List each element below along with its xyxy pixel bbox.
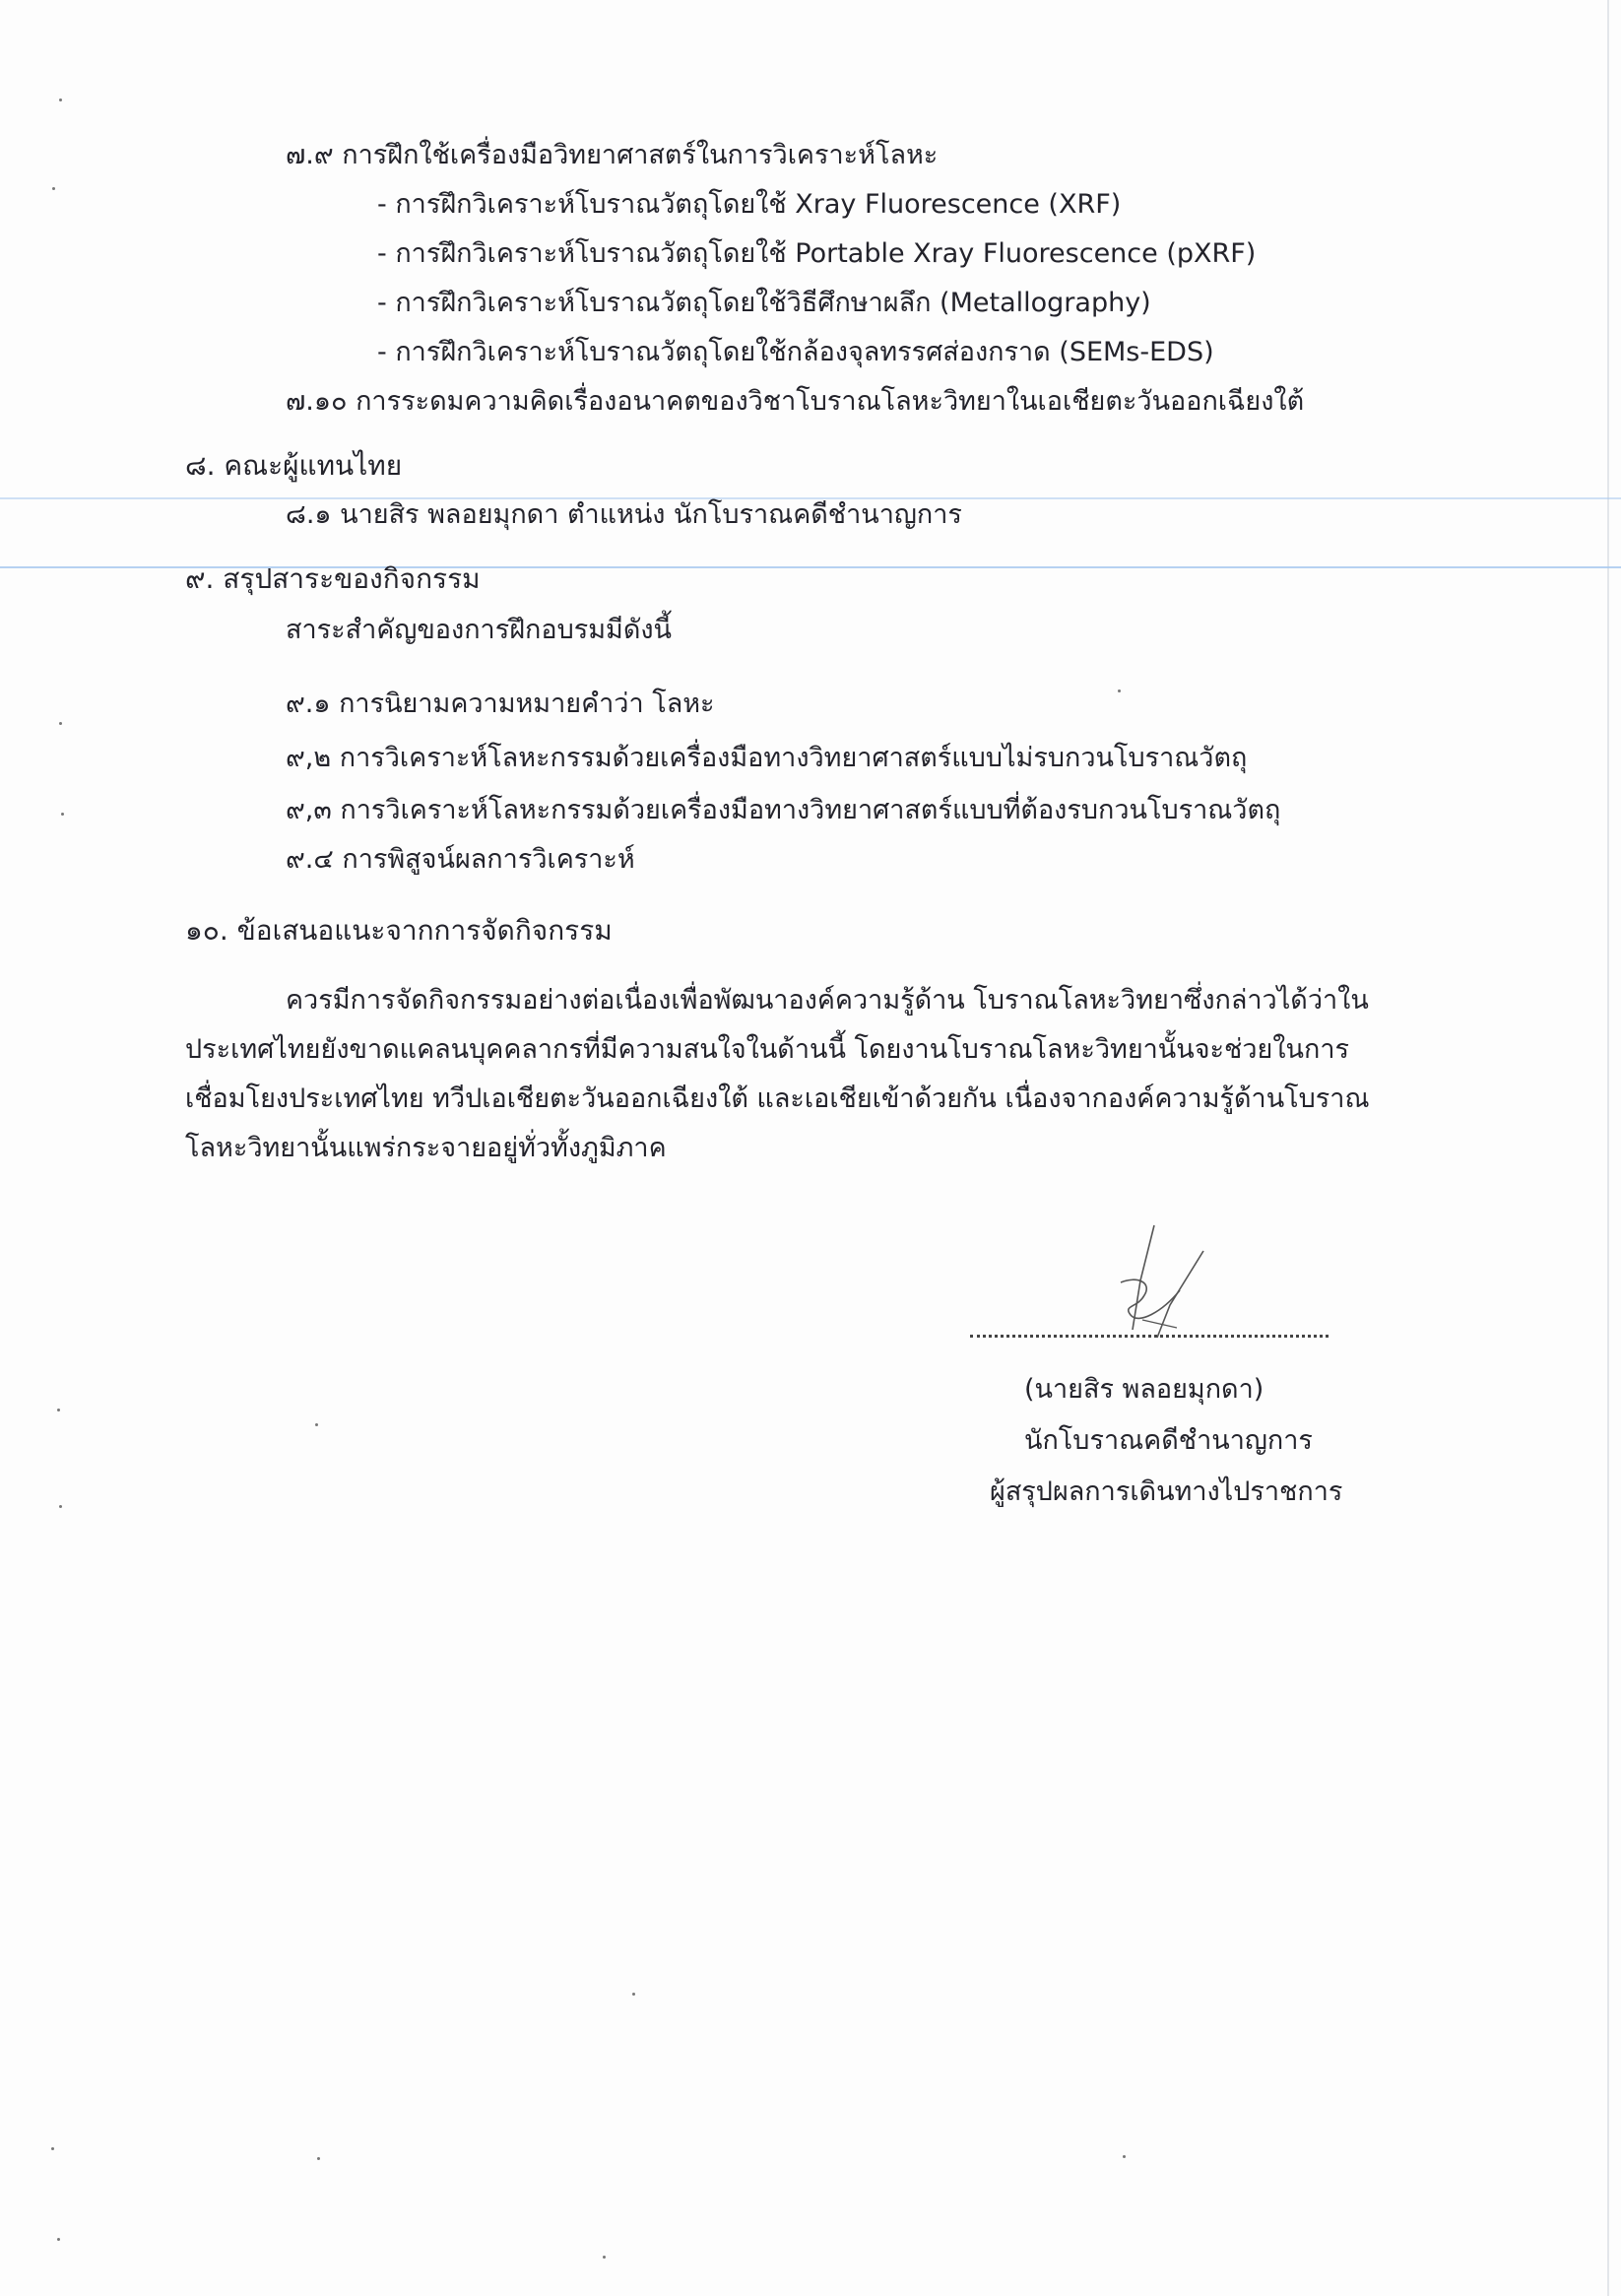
signer-role: ผู้สรุปผลการเดินทางไปราชการ — [990, 1476, 1343, 1507]
section-9-heading: ๙. สรุปสาระของกิจกรรม — [185, 562, 481, 595]
signer-position: นักโบราณคดีชำนาญการ — [1024, 1425, 1313, 1456]
item-7-9: ๗.๙ การฝึกใช้เครื่องมือวิทยาศาสตร์ในการวิเคราะห์โลหะ — [286, 140, 939, 170]
scan-speck — [51, 2147, 54, 2150]
item-8-1: ๘.๑ นายสิร พลอยมุกดา ตำแหน่ง นักโบราณคดีชำนาญการ — [286, 499, 962, 530]
scan-speck — [632, 1993, 635, 1996]
paragraph-line: ประเทศไทยยังขาดแคลนบุคคลากรที่มีความสนใจในด้านนี้ โดยงานโบราณโลหะวิทยานั้นจะช่วยในการ — [185, 1034, 1349, 1065]
scan-speck — [315, 1423, 318, 1426]
scan-speck — [61, 813, 64, 816]
item-9-1: ๙.๑ การนิยามความหมายคำว่า โลหะ — [286, 689, 715, 719]
handwritten-signature — [1083, 1221, 1231, 1349]
scan-edge — [1607, 0, 1609, 2296]
section-10-heading: ๑๐. ข้อเสนอแนะจากการจัดกิจกรรม — [185, 914, 613, 947]
scan-speck — [603, 2256, 606, 2259]
sub-item-pxrf: - การฝึกวิเคราะห์โบราณวัตถุโดยใช้ Portable Xray Fluorescence (pXRF) — [377, 238, 1257, 269]
scan-speck — [59, 1505, 62, 1508]
item-9-2: ๙,๒ การวิเคราะห์โลหะกรรมด้วยเครื่องมือทางวิทยาศาสตร์แบบไม่รบกวนโบราณวัตถุ — [286, 743, 1248, 773]
section-9-intro: สาระสำคัญของการฝึกอบรมมีดังนี้ — [286, 615, 673, 645]
scan-speck — [57, 1409, 60, 1411]
scan-speck — [57, 2238, 60, 2241]
scan-speck — [1123, 2155, 1126, 2158]
scan-speck — [59, 722, 62, 725]
scan-speck — [59, 98, 62, 101]
scan-speck — [317, 2157, 320, 2160]
sub-item-xrf: - การฝึกวิเคราะห์โบราณวัตถุโดยใช้ Xray Fluorescence (XRF) — [377, 189, 1122, 220]
section-8-heading: ๘. คณะผู้แทนไทย — [185, 449, 403, 482]
item-7-10: ๗.๑๐ การระดมความคิดเรื่องอนาคตของวิชาโบราณโลหะวิทยาในเอเชียตะวันออกเฉียงใต้ — [286, 386, 1305, 417]
signer-name: (นายสิร พลอยมุกดา) — [1024, 1374, 1264, 1405]
sub-item-metallography: - การฝึกวิเคราะห์โบราณวัตถุโดยใช้วิธีศึกษาผลึก (Metallography) — [377, 288, 1151, 318]
sub-item-sems-eds: - การฝึกวิเคราะห์โบราณวัตถุโดยใช้กล้องจุลทรรศส่องกราด (SEMs-EDS) — [377, 337, 1214, 367]
scan-speck — [52, 187, 55, 190]
scan-speck — [1118, 689, 1121, 692]
paragraph-line: โลหะวิทยานั้นแพร่กระจายอยู่ทั่วทั้งภูมิภาค — [185, 1133, 667, 1163]
paragraph-line: เชื่อมโยงประเทศไทย ทวีปเอเชียตะวันออกเฉียงใต้ และเอเชียเข้าด้วยกัน เนื่องจากองค์ความรู้ด้านโบราณ — [185, 1083, 1370, 1114]
signature-dotted-line — [970, 1335, 1329, 1338]
paragraph-line: ควรมีการจัดกิจกรรมอย่างต่อเนื่องเพื่อพัฒนาองค์ความรู้ด้าน โบราณโลหะวิทยาซึ่งกล่าวได้ว่าใน — [286, 985, 1369, 1016]
item-9-4: ๙.๔ การพิสูจน์ผลการวิเคราะห์ — [286, 844, 635, 875]
item-9-3: ๙,๓ การวิเคราะห์โลหะกรรมด้วยเครื่องมือทางวิทยาศาสตร์แบบที่ต้องรบกวนโบราณวัตถุ — [286, 795, 1281, 825]
